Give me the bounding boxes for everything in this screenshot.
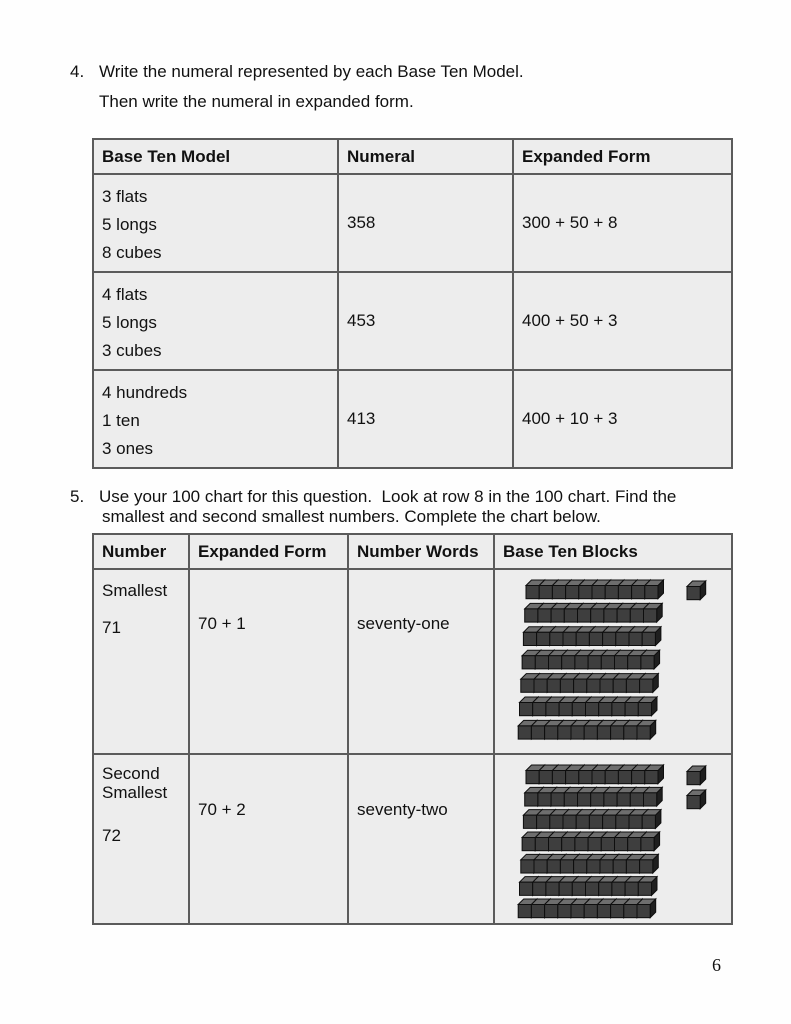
question-5-text: Use your 100 chart for this question. Look at row 8 in the 100 chart. Find the [99, 487, 677, 506]
table-row [93, 569, 732, 754]
model-line: 3 flats [102, 187, 148, 206]
expanded-form-cell: 70 + 2 [189, 754, 348, 924]
model-line: 5 longs [102, 215, 157, 234]
model-cell [93, 174, 338, 272]
table2-header-row [93, 534, 732, 569]
question-5-number: 5. [70, 487, 85, 506]
expanded-form-cell: 400 + 50 + 3 [513, 272, 732, 370]
base-ten-blocks-graphic [497, 757, 729, 921]
question-5-line1 [70, 487, 676, 507]
model-line: 3 cubes [102, 341, 162, 360]
model-line: 5 longs [102, 313, 157, 332]
question-4-line1 [70, 62, 524, 82]
expanded-form-cell: 70 + 1 [189, 569, 348, 754]
table1-header-row [93, 139, 732, 174]
header-number: Number [93, 534, 189, 569]
base-ten-blocks-graphic [497, 572, 729, 751]
model-cell [93, 370, 338, 468]
base-ten-blocks-71 [497, 572, 729, 751]
header-numeral: Numeral [338, 139, 513, 174]
header-expanded-form: Expanded Form [513, 139, 732, 174]
base-ten-blocks-cell [494, 754, 732, 924]
expanded-form-cell: 300 + 50 + 8 [513, 174, 732, 272]
model-line: 1 ten [102, 411, 140, 430]
numeral-cell: 358 [338, 174, 513, 272]
header-number-words: Number Words [348, 534, 494, 569]
number-label: Smallest [102, 581, 168, 600]
base-ten-blocks-cell [494, 569, 732, 754]
number-cell [93, 569, 189, 754]
table-row [93, 370, 732, 468]
question-5-line2: smallest and second smallest numbers. Complete the chart below. [102, 507, 601, 526]
number-words-cell: seventy-two [348, 754, 494, 924]
row-8-numbers-table [92, 533, 733, 925]
number-words-cell: seventy-one [348, 569, 494, 754]
base-ten-model-table [92, 138, 733, 469]
number-value: 71 [102, 618, 121, 637]
question-4-line2: Then write the numeral in expanded form. [99, 92, 414, 111]
question-4-number: 4. [70, 62, 85, 81]
model-line: 4 flats [102, 285, 148, 304]
header-base-ten-blocks: Base Ten Blocks [494, 534, 732, 569]
number-label: Smallest [102, 783, 168, 802]
question-4-text: Write the numeral represented by each Base Ten Model. [99, 62, 524, 81]
table-row [93, 754, 732, 924]
model-line: 3 ones [102, 439, 154, 458]
number-label: Second [102, 764, 160, 783]
model-cell [93, 272, 338, 370]
header-base-ten-model: Base Ten Model [93, 139, 338, 174]
table-row [93, 272, 732, 370]
base-ten-blocks-72 [497, 757, 729, 921]
page-number: 6 [712, 955, 721, 975]
header-expanded-form: Expanded Form [189, 534, 348, 569]
table-row [93, 174, 732, 272]
numeral-cell: 453 [338, 272, 513, 370]
model-line: 8 cubes [102, 243, 162, 262]
number-cell [93, 754, 189, 924]
model-line: 4 hundreds [102, 383, 188, 402]
numeral-cell: 413 [338, 370, 513, 468]
number-value: 72 [102, 826, 121, 845]
expanded-form-cell: 400 + 10 + 3 [513, 370, 732, 468]
